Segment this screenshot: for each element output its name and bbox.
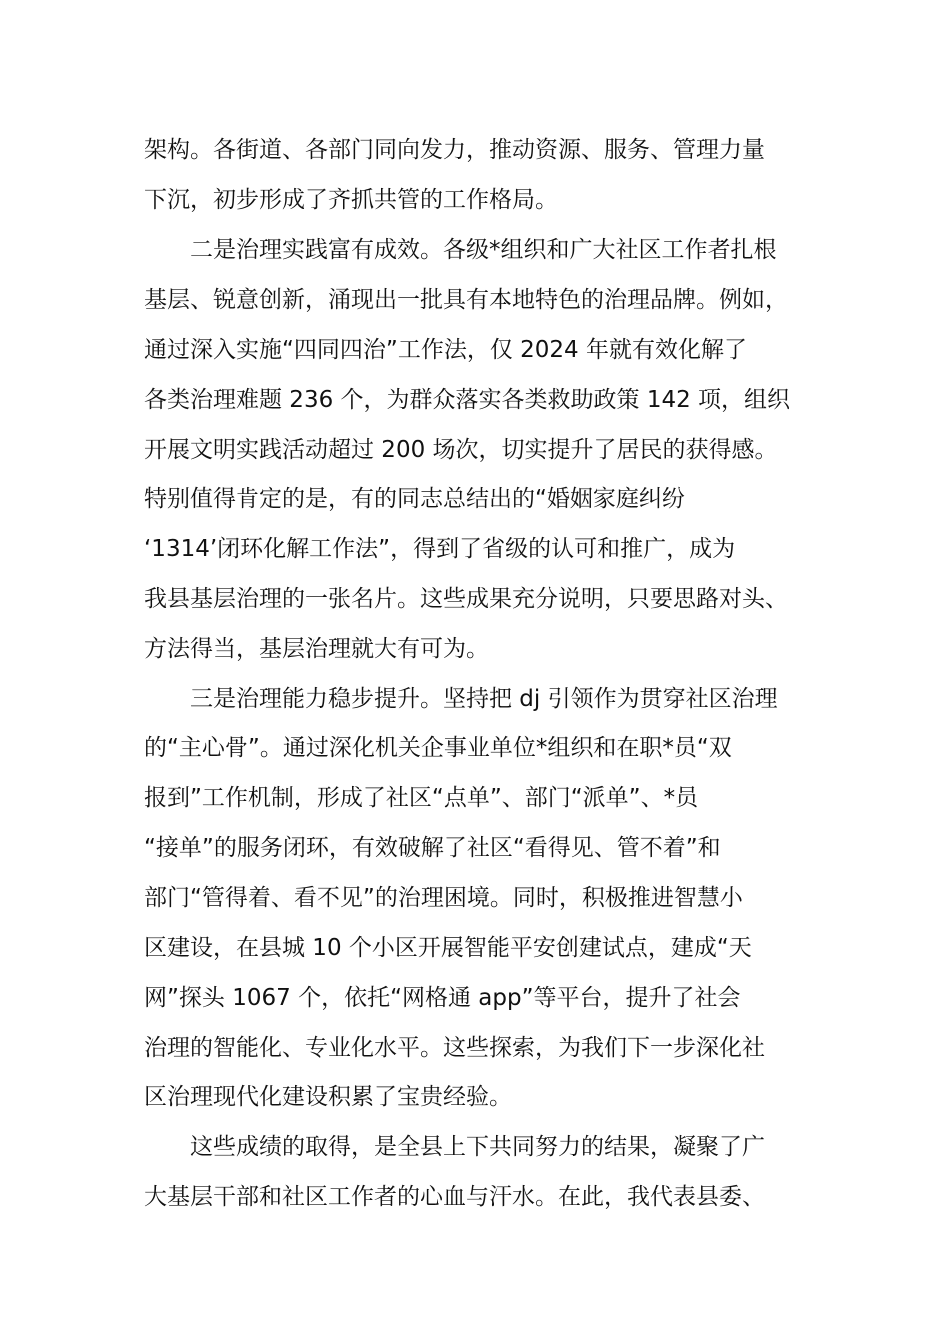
text-line-9: ‘1314’闭环化解工作法”，得到了省级的认可和推广，成为 (144, 536, 736, 562)
text-line-5: 通过深入实施“四同四治”工作法，仅 2024 年就有效化解了 (144, 337, 747, 363)
text-line-11: 方法得当，基层治理就大有可为。 (144, 636, 489, 662)
text-line-16: 部门“管得着、看不见”的治理困境。同时，积极推进智慧小 (144, 885, 743, 911)
text-line-7: 开展文明实践活动超过 200 场次，切实提升了居民的获得感。 (144, 437, 778, 463)
text-line-22: 大基层干部和社区工作者的心血与汗水。在此，我代表县委、 (144, 1184, 765, 1210)
text-line-8: 特别值得肯定的是，有的同志总结出的“婚姻家庭纠纷 (144, 486, 685, 512)
text-line-6: 各类治理难题 236 个，为群众落实各类救助政策 142 项，组织 (144, 387, 791, 413)
paragraph-3-first-line: 三是治理能力稳步提升。坚持把 dj 引领作为贯穿社区治理 (190, 686, 778, 712)
text-line-20: 区治理现代化建设积累了宝贵经验。 (144, 1084, 512, 1110)
text-line-15: “接单”的服务闭环，有效破解了社区“看得见、管不着”和 (144, 835, 721, 861)
paragraph-2-first-line: 二是治理实践富有成效。各级*组织和广大社区工作者扎根 (190, 237, 777, 263)
text-line-17: 区建设，在县城 10 个小区开展智能平安创建试点，建成“天 (144, 935, 752, 961)
text-line-4: 基层、锐意创新，涌现出一批具有本地特色的治理品牌。例如， (144, 287, 788, 313)
text-line-1: 架构。各街道、各部门同向发力，推动资源、服务、管理力量 (144, 137, 765, 163)
text-line-13: 的“主心骨”。通过深化机关企事业单位*组织和在职*员“双 (144, 735, 732, 761)
text-line-18: 网”探头 1067 个，依托“网格通 app”等平台，提升了社会 (144, 985, 741, 1011)
paragraph-4-first-line: 这些成绩的取得，是全县上下共同努力的结果，凝聚了广 (190, 1134, 765, 1160)
text-line-14: 报到”工作机制，形成了社区“点单”、部门“派单”、*员 (144, 785, 699, 811)
text-line-10: 我县基层治理的一张名片。这些成果充分说明，只要思路对头、 (144, 586, 788, 612)
text-line-2: 下沉，初步形成了齐抓共管的工作格局。 (144, 187, 558, 213)
text-line-19: 治理的智能化、专业化水平。这些探索，为我们下一步深化社 (144, 1035, 765, 1061)
